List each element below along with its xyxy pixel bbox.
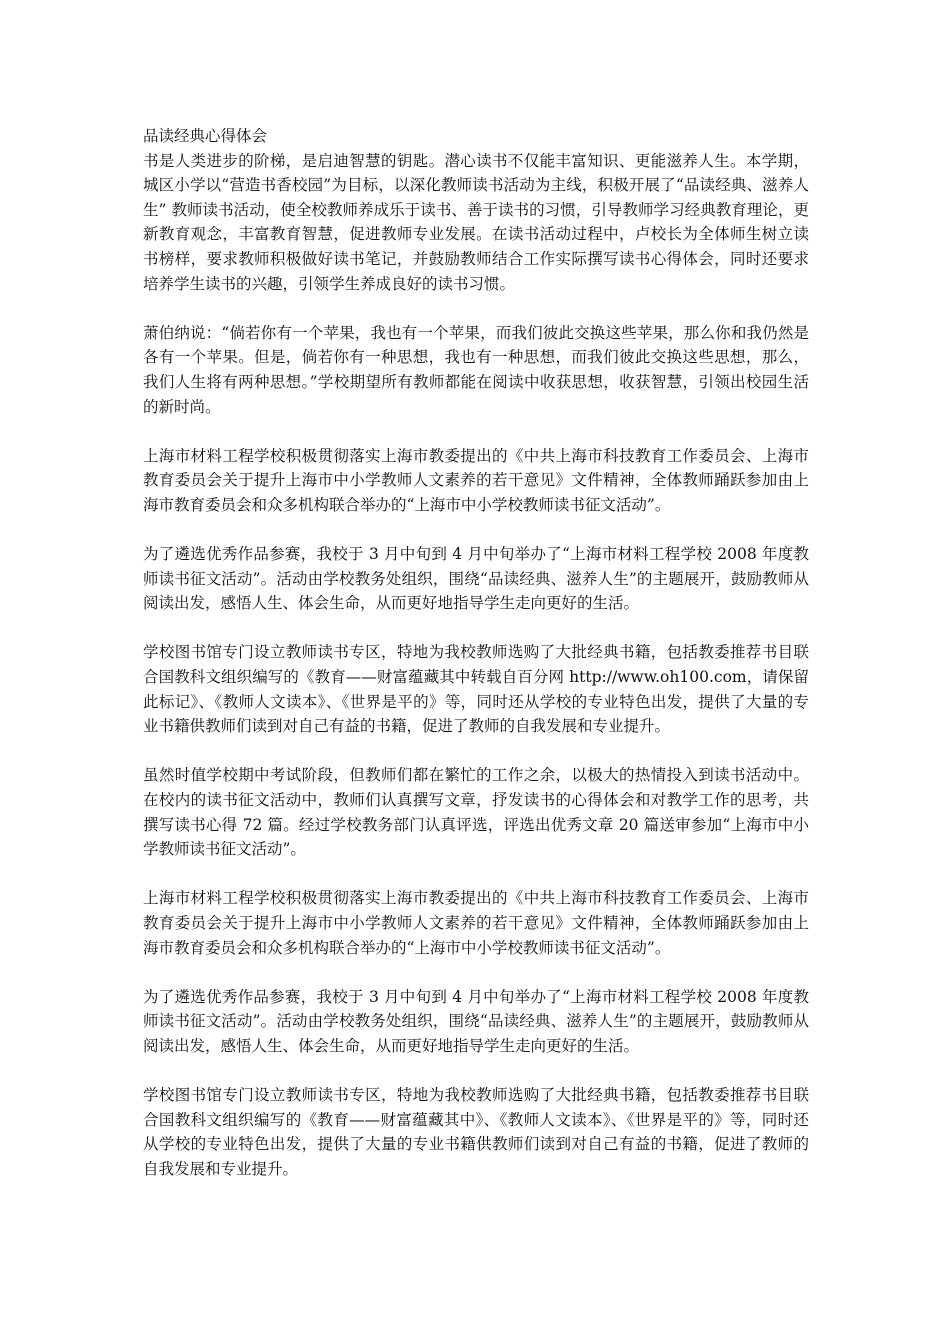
paragraph: 学校图书馆专门设立教师读书专区，特地为我校教师选购了大批经典书籍，包括教委推荐书目联合国教科文组织编写的《教育——财富蕴藏其中》、《教师人文读本》、《世界是平的》等，同时还从学校的专业特色出发，提供了大量的专业书籍供教师们读到对自己有益的书籍，促进了教师的自我发展和专业提升。 bbox=[143, 1086, 809, 1178]
document-title: 品读经典心得体会 bbox=[143, 127, 268, 145]
document-body bbox=[143, 124, 809, 1206]
paragraph: 为了遴选优秀作品参赛，我校于 3 月中旬到 4 月中旬举办了“上海市材料工程学校 2008 年度教师读书征文活动”。活动由学校教务处组织，围绕“品读经典、滋养人生”的主题展开，鼓励教师从阅读出发，感悟人生、体会生命，从而更好地指导学生走向更好的生活。 bbox=[143, 987, 809, 1055]
paragraph: 为了遴选优秀作品参赛，我校于 3 月中旬到 4 月中旬举办了“上海市材料工程学校 2008 年度教师读书征文活动”。活动由学校教务处组织，围绕“品读经典、滋养人生”的主题展开，鼓励教师从阅读出发，感悟人生、体会生命，从而更好地指导学生走向更好的生活。 bbox=[143, 545, 809, 613]
paragraph: 上海市材料工程学校积极贯彻落实上海市教委提出的《中共上海市科技教育工作委员会、上海市教育委员会关于提升上海市中小学教师人文素养的若干意见》文件精神，全体教师踊跃参加由上海市教育委员会和众多机构联合举办的“上海市中小学校教师读书征文活动”。 bbox=[143, 889, 809, 957]
paragraph: 学校图书馆专门设立教师读书专区，特地为我校教师选购了大批经典书籍，包括教委推荐书目联合国教科文组织编写的《教育——财富蕴藏其中转载自百分网 http://www.oh100.com，请保留此标记》、《教师人文读本》、《世界是平的》等，同时还从学校的专业特色出发，提供了大量的专业书籍供教师们读到对自己有益的书籍，促进了教师的自我发展和专业提升。 bbox=[143, 643, 809, 736]
paragraph: 书是人类进步的阶梯，是启迪智慧的钥匙。潜心读书不仅能丰富知识、更能滋养人生。本学期，城区小学以“营造书香校园”为目标，以深化教师读书活动为主线，积极开展了“品读经典、滋养人生” 教师读书活动，使全校教师养成乐于读书、善于读书的习惯，引导教师学习经典教育理论，更新教育观念，丰富教育智慧，促进教师专业发展。在读书活动过程中，卢校长为全体师生树立读书榜样，要求教师积极做好读书笔记，并鼓励教师结合工作实际撰写读书心得体会，同时还要求培养学生读书的兴趣，引领学生养成良好的读书习惯。 bbox=[143, 151, 809, 293]
paragraph: 虽然时值学校期中考试阶段，但教师们都在繁忙的工作之余，以极大的热情投入到读书活动中。在校内的读书征文活动中，教师们认真撰写文章，抒发读书的心得体会和对教学工作的思考，共撰写读书心得 72 篇。经过学校教务部门认真评选，评选出优秀文章 20 篇送审参加“上海市中小学教师读书征文活动”。 bbox=[143, 766, 809, 859]
paragraph: 萧伯纳说：“倘若你有一个苹果，我也有一个苹果，而我们彼此交换这些苹果，那么你和我仍然是各有一个苹果。但是，倘若你有一种思想，我也有一种思想，而我们彼此交换这些思想，那么，我们人生将有两种思想。”学校期望所有教师都能在阅读中收获思想，收获智慧，引领出校园生活的新时尚。 bbox=[143, 323, 809, 416]
paragraph: 上海市材料工程学校积极贯彻落实上海市教委提出的《中共上海市科技教育工作委员会、上海市教育委员会关于提升上海市中小学教师人文素养的若干意见》文件精神，全体教师踊跃参加由上海市教育委员会和众多机构联合举办的“上海市中小学校教师读书征文活动”。 bbox=[143, 446, 809, 514]
